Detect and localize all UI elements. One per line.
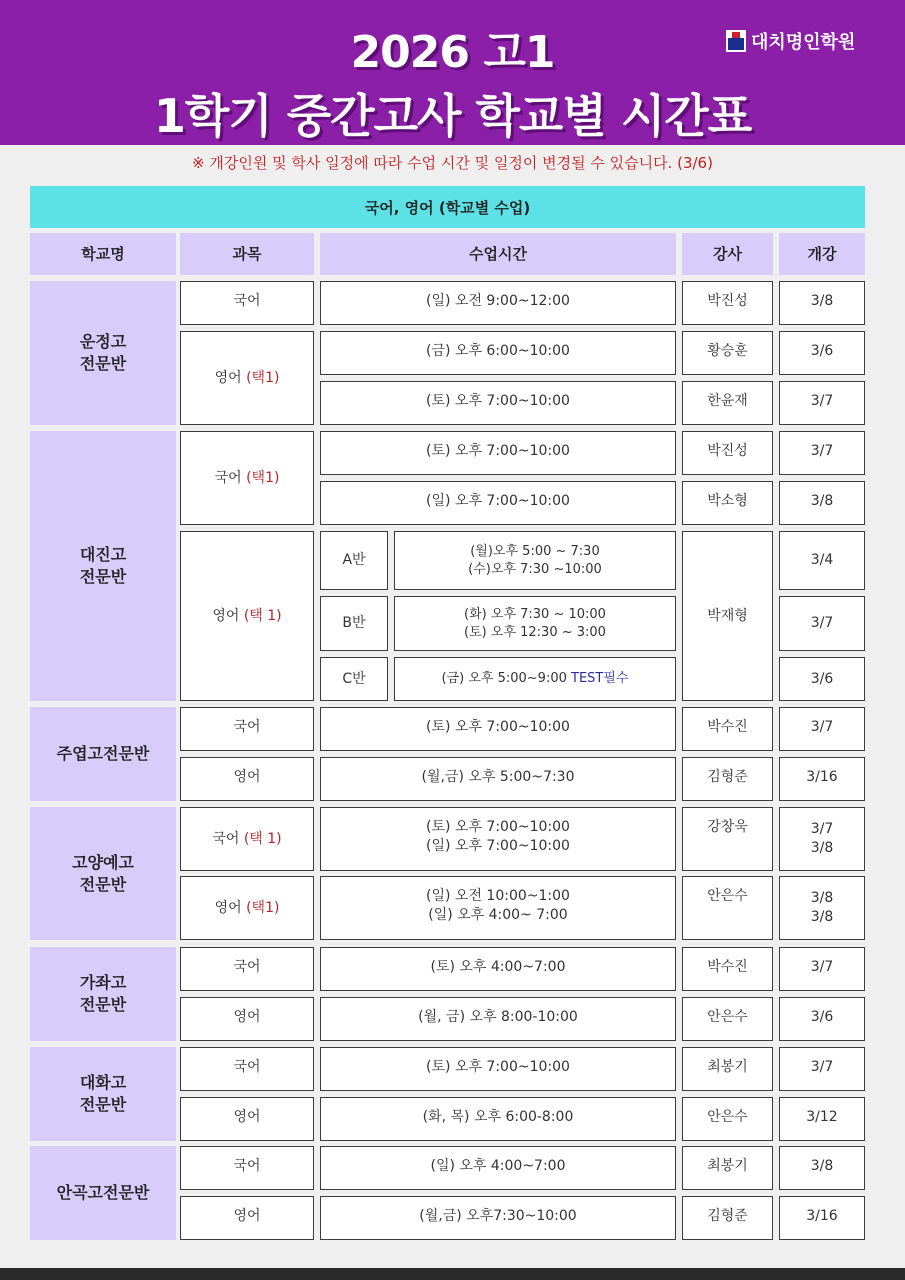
start-date: 3/8 bbox=[810, 493, 834, 509]
start-date-cell bbox=[779, 707, 865, 751]
teacher-name: 박진성 bbox=[707, 443, 748, 459]
time-cell bbox=[320, 1146, 676, 1190]
teacher-cell bbox=[682, 997, 773, 1041]
school-name-cell bbox=[30, 1047, 176, 1141]
column-header-label: 수업시간 bbox=[469, 244, 527, 263]
class-time: (월,금) 오후7:30~10:00 bbox=[419, 1208, 577, 1224]
teacher-name: 최봉기 bbox=[707, 1158, 748, 1174]
teacher-cell bbox=[682, 531, 773, 701]
teacher-name: 박소형 bbox=[707, 493, 748, 509]
class-time: (토) 오후 7:00~10:00 bbox=[426, 1059, 570, 1075]
teacher-name: 박수진 bbox=[707, 719, 748, 735]
subject-name: 국어 bbox=[233, 719, 261, 735]
school-name-cell bbox=[30, 707, 176, 801]
time-cell bbox=[320, 947, 676, 991]
subject-cell bbox=[180, 1047, 314, 1091]
start-date-cell bbox=[779, 997, 865, 1041]
class-time: (금) 오후 6:00~10:00 bbox=[426, 343, 570, 359]
brand-logo bbox=[726, 28, 855, 54]
teacher-name: 박재형 bbox=[707, 607, 748, 624]
column-header bbox=[30, 233, 176, 275]
page-title-line2: 1학기 중간고사 학교별 시간표 bbox=[153, 89, 752, 143]
school-name: 안곡고전문반 bbox=[56, 1183, 150, 1203]
subject-note: (택1) bbox=[246, 369, 280, 386]
subject-cell bbox=[180, 431, 314, 525]
teacher-cell bbox=[682, 381, 773, 425]
start-date-cell bbox=[779, 1097, 865, 1141]
start-date: 3/7 bbox=[810, 719, 834, 735]
time-cell bbox=[320, 331, 676, 375]
subject-note: (택1) bbox=[246, 899, 280, 916]
class-time: (화, 목) 오후 6:00-8:00 bbox=[422, 1109, 574, 1125]
school-name: 운정고 전문반 bbox=[79, 332, 127, 373]
class-section: C반 bbox=[342, 670, 366, 687]
subject-cell bbox=[180, 997, 314, 1041]
subject-cell bbox=[180, 331, 314, 425]
start-date: 3/12 bbox=[806, 1109, 838, 1125]
start-date-cell bbox=[779, 876, 865, 940]
time-cell bbox=[320, 431, 676, 475]
teacher-name: 안은수 bbox=[707, 1009, 748, 1025]
time-cell bbox=[320, 1097, 676, 1141]
subject-name: 국어 bbox=[212, 830, 240, 847]
teacher-name: 강창욱 bbox=[707, 819, 748, 835]
teacher-name: 김형준 bbox=[707, 769, 748, 785]
class-section-cell bbox=[320, 531, 388, 590]
start-date-cell bbox=[779, 757, 865, 801]
time-cell bbox=[320, 381, 676, 425]
school-name: 가좌고 전문반 bbox=[79, 973, 127, 1014]
class-time: (월,금) 오후 5:00~7:30 bbox=[421, 769, 575, 785]
start-date-cell bbox=[779, 947, 865, 991]
teacher-name: 박수진 bbox=[707, 959, 748, 975]
subject-cell bbox=[180, 1146, 314, 1190]
school-name: 대화고 전문반 bbox=[79, 1073, 127, 1114]
subject-name: 영어 bbox=[233, 1009, 261, 1025]
time-cell bbox=[320, 1047, 676, 1091]
school-name-cell bbox=[30, 1146, 176, 1240]
class-time: (일) 오전 9:00~12:00 bbox=[426, 293, 570, 309]
column-header bbox=[779, 233, 865, 275]
class-section-cell bbox=[320, 596, 388, 651]
subject-cell bbox=[180, 1097, 314, 1141]
start-date: 3/7 bbox=[810, 615, 834, 632]
teacher-cell bbox=[682, 807, 773, 871]
start-date: 3/8 bbox=[810, 1158, 834, 1174]
class-time: (일) 오후 4:00~7:00 bbox=[430, 1158, 566, 1174]
column-header bbox=[682, 233, 773, 275]
start-date: 3/6 bbox=[810, 343, 834, 359]
start-date: 3/7 bbox=[810, 393, 834, 409]
subject-cell bbox=[180, 807, 314, 871]
subject-name: 국어 bbox=[233, 1158, 261, 1174]
class-time: (토) 오후 7:00~10:00 bbox=[426, 719, 570, 735]
brand-name: 대치명인학원 bbox=[751, 32, 856, 53]
class-section-cell bbox=[320, 657, 388, 701]
teacher-name: 황승훈 bbox=[707, 343, 748, 359]
start-date-cell bbox=[779, 807, 865, 871]
class-time: (토) 오후 4:00~7:00 bbox=[430, 959, 566, 975]
teacher-name: 안은수 bbox=[707, 888, 748, 904]
start-date-cell bbox=[779, 657, 865, 701]
teacher-name: 박진성 bbox=[707, 293, 748, 309]
time-cell bbox=[320, 281, 676, 325]
subject-cell bbox=[180, 707, 314, 751]
academy-logo-icon bbox=[726, 30, 746, 52]
time-cell bbox=[320, 1196, 676, 1240]
class-time: (토) 오후 7:00~10:00 bbox=[426, 443, 570, 459]
start-date: 3/8 3/8 bbox=[810, 890, 834, 925]
teacher-name: 최봉기 bbox=[707, 1059, 748, 1075]
subject-name: 영어 bbox=[233, 1208, 261, 1224]
column-header bbox=[180, 233, 314, 275]
section-banner: 국어, 영어 (학교별 수업) bbox=[30, 186, 865, 228]
class-time: (토) 오후 7:00~10:00 (일) 오후 7:00~10:00 bbox=[426, 819, 570, 854]
subject-name: 영어 bbox=[233, 769, 261, 785]
subject-cell bbox=[180, 281, 314, 325]
teacher-cell bbox=[682, 481, 773, 525]
start-date: 3/16 bbox=[806, 1208, 838, 1224]
subject-name: 영어 bbox=[212, 607, 240, 624]
class-time: (월)오후 5:00 ~ 7:30 (수)오후 7:30 ~10:00 bbox=[468, 543, 602, 577]
column-header-label: 과목 bbox=[232, 244, 262, 263]
class-time: (일) 오후 7:00~10:00 bbox=[426, 493, 570, 509]
start-date: 3/6 bbox=[810, 1009, 834, 1025]
start-date: 3/7 bbox=[810, 959, 834, 975]
school-name-cell bbox=[30, 947, 176, 1041]
teacher-cell bbox=[682, 1097, 773, 1141]
start-date-cell bbox=[779, 281, 865, 325]
teacher-cell bbox=[682, 331, 773, 375]
teacher-cell bbox=[682, 757, 773, 801]
time-cell bbox=[394, 657, 676, 701]
subject-note: (택 1) bbox=[243, 830, 282, 847]
subject-name: 영어 bbox=[233, 1109, 261, 1125]
time-cell bbox=[394, 596, 676, 651]
subject-name: 영어 bbox=[214, 369, 242, 386]
class-time: (금) 오후 5:00~9:00 bbox=[441, 671, 567, 687]
subject-cell bbox=[180, 531, 314, 701]
start-date: 3/7 bbox=[810, 443, 834, 459]
school-name: 주엽고전문반 bbox=[56, 744, 150, 764]
column-header-label: 강사 bbox=[713, 244, 742, 263]
start-date-cell bbox=[779, 481, 865, 525]
teacher-cell bbox=[682, 1047, 773, 1091]
start-date-cell bbox=[779, 431, 865, 475]
class-time: (토) 오후 7:00~10:00 bbox=[426, 393, 570, 409]
time-cell bbox=[320, 807, 676, 871]
teacher-cell bbox=[682, 1146, 773, 1190]
subject-name: 국어 bbox=[214, 469, 242, 486]
start-date-cell bbox=[779, 381, 865, 425]
footer-bar bbox=[0, 1268, 905, 1280]
subject-name: 국어 bbox=[233, 1059, 261, 1075]
subject-cell bbox=[180, 947, 314, 991]
column-header-label: 개강 bbox=[807, 244, 837, 263]
subject-name: 국어 bbox=[233, 959, 261, 975]
teacher-name: 김형준 bbox=[707, 1208, 748, 1224]
subject-cell bbox=[180, 876, 314, 940]
teacher-cell bbox=[682, 281, 773, 325]
column-header-label: 학교명 bbox=[81, 244, 125, 263]
teacher-cell bbox=[682, 947, 773, 991]
time-cell bbox=[320, 481, 676, 525]
subject-name: 국어 bbox=[233, 293, 261, 309]
class-time-note: TEST필수 bbox=[571, 671, 629, 687]
subject-note: (택1) bbox=[246, 469, 280, 486]
teacher-name: 안은수 bbox=[707, 1109, 748, 1125]
time-cell bbox=[394, 531, 676, 590]
time-cell bbox=[320, 997, 676, 1041]
school-name-cell bbox=[30, 807, 176, 940]
start-date: 3/6 bbox=[810, 670, 834, 687]
page-title-line1: 2026 고1 bbox=[350, 27, 555, 78]
start-date-cell bbox=[779, 1047, 865, 1091]
teacher-cell bbox=[682, 431, 773, 475]
start-date-cell bbox=[779, 1196, 865, 1240]
start-date: 3/7 bbox=[810, 1059, 834, 1075]
start-date-cell bbox=[779, 1146, 865, 1190]
class-section: A반 bbox=[342, 552, 366, 569]
time-cell bbox=[320, 707, 676, 751]
subject-note: (택 1) bbox=[243, 607, 282, 624]
start-date: 3/7 3/8 bbox=[810, 821, 834, 856]
subject-name: 영어 bbox=[214, 899, 242, 916]
subject-cell bbox=[180, 757, 314, 801]
start-date-cell bbox=[779, 331, 865, 375]
time-cell bbox=[320, 876, 676, 940]
school-name-cell bbox=[30, 431, 176, 701]
start-date-cell bbox=[779, 531, 865, 590]
class-time: (화) 오후 7:30 ~ 10:00 (토) 오후 12:30 ~ 3:00 bbox=[464, 606, 606, 640]
time-cell bbox=[320, 757, 676, 801]
start-date: 3/4 bbox=[810, 552, 834, 569]
teacher-cell bbox=[682, 707, 773, 751]
class-time: (일) 오전 10:00~1:00 (일) 오후 4:00~ 7:00 bbox=[426, 888, 570, 923]
class-section: B반 bbox=[342, 615, 366, 632]
class-time: (월, 금) 오후 8:00-10:00 bbox=[418, 1009, 578, 1025]
schedule-notice: ※ 개강인원 및 학사 일정에 따라 수업 시간 및 일정이 변경될 수 있습니다. (3/6) bbox=[192, 154, 713, 172]
start-date: 3/8 bbox=[810, 293, 834, 309]
school-name-cell bbox=[30, 281, 176, 425]
teacher-name: 한윤재 bbox=[707, 393, 748, 409]
start-date-cell bbox=[779, 596, 865, 651]
subject-cell bbox=[180, 1196, 314, 1240]
teacher-cell bbox=[682, 876, 773, 940]
school-name: 대진고 전문반 bbox=[79, 545, 127, 586]
column-header bbox=[320, 233, 676, 275]
school-name: 고양예고 전문반 bbox=[72, 852, 134, 894]
start-date: 3/16 bbox=[806, 769, 838, 785]
teacher-cell bbox=[682, 1196, 773, 1240]
